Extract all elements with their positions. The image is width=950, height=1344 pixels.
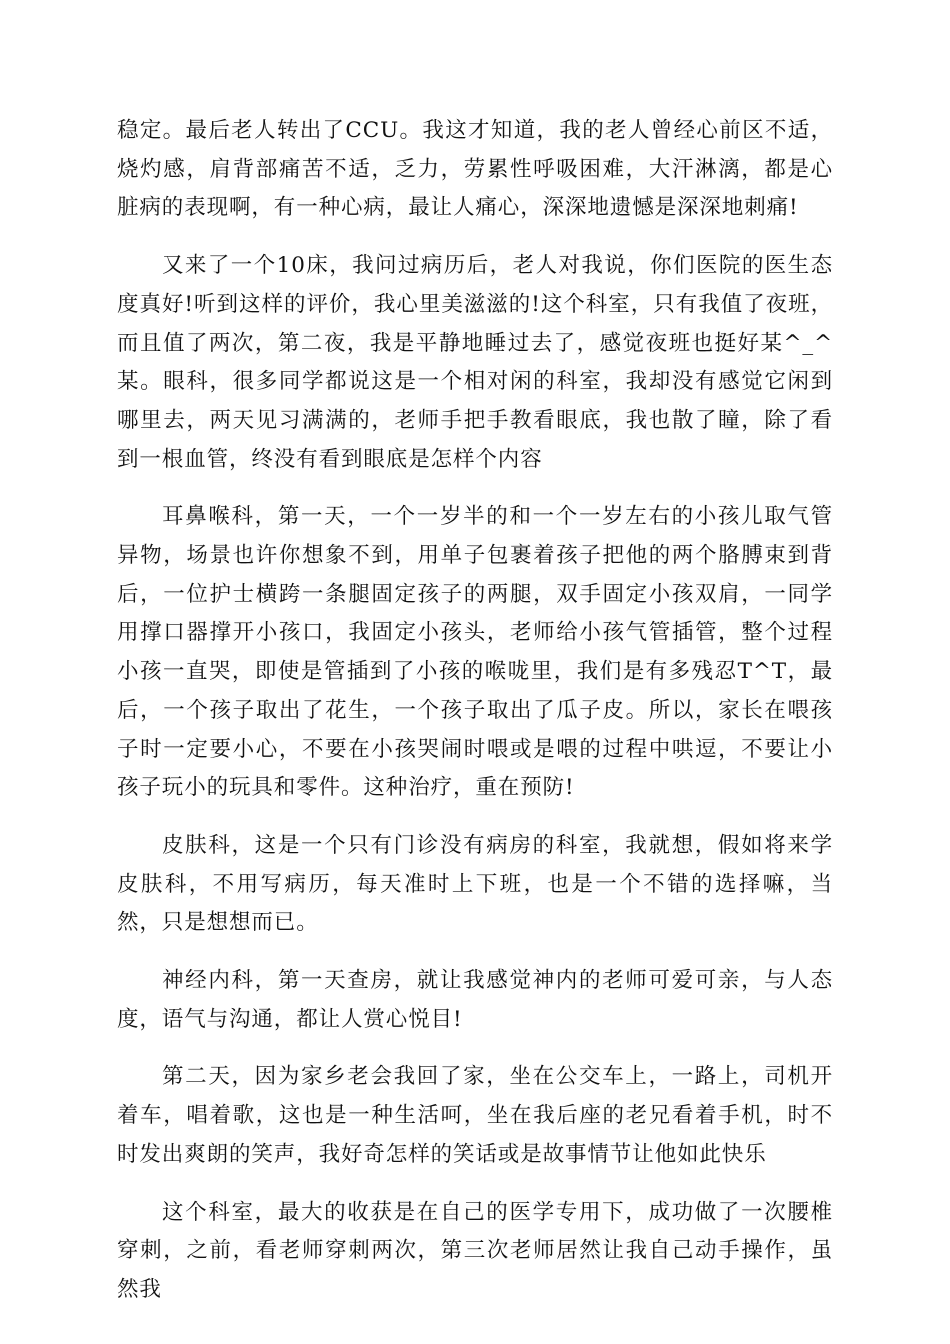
paragraph-7: 这个科室，最大的收获是在自己的医学专用下，成功做了一次腰椎穿刺，之前，看老师穿刺两次，第三次老师居然让我自己动手操作，虽然我 <box>117 1199 833 1302</box>
paragraph-5: 神经内科，第一天查房，就让我感觉神内的老师可爱可亲，与人态度，语气与沟通，都让人赏心悦目! <box>117 968 833 1032</box>
paragraph-3: 耳鼻喉科，第一天，一个一岁半的和一个一岁左右的小孩儿取气管异物，场景也许你想象不到，用单子包裹着孩子把他的两个胳膊束到背后，一位护士横跨一条腿固定孩子的两腿，双手固定小孩双肩，一同学用撑口器撑开小孩口，我固定小孩头，老师给小孩气管插管，整个过程小孩一直哭，即使是管插到了小孩的喉咙里，我们是有多残忍T^T，最后，一个孩子取出了花生，一个孩子取出了瓜子皮。所以，家长在喂孩子时一定要小心，不要在小孩哭闹时喂或是喂的过程中哄逗，不要让小孩子玩小的玩具和零件。这种治疗，重在预防! <box>117 504 833 801</box>
paragraph-1: 稳定。最后老人转出了CCU。我这才知道，我的老人曾经心前区不适，烧灼感，肩背部痛苦不适，乏力，劳累性呼吸困难，大汗淋漓，都是心脏病的表现啊，有一种心病，最让人痛心，深深地遗憾是深深地刺痛! <box>117 118 833 221</box>
paragraph-2: 又来了一个10床，我问过病历后，老人对我说，你们医院的医生态度真好!听到这样的评价，我心里美滋滋的!这个科室，只有我值了夜班，而且值了两次，第二夜，我是平静地睡过去了，感觉夜班也挺好某^_^某。眼科，很多同学都说这是一个相对闲的科室，我却没有感觉它闲到哪里去，两天见习满满的，老师手把手教看眼底，我也散了瞳，除了看到一根血管，终没有看到眼底是怎样个内容 <box>117 253 833 472</box>
document-body <box>117 112 833 1329</box>
paragraph-6: 第二天，因为家乡老会我回了家，坐在公交车上，一路上，司机开着车，唱着歌，这也是一种生活呵，坐在我后座的老兄看着手机，时不时发出爽朗的笑声，我好奇怎样的笑话或是故事情节让他如此快乐 <box>117 1064 833 1167</box>
paragraph-4: 皮肤科，这是一个只有门诊没有病房的科室，我就想，假如将来学皮肤科，不用写病历，每天准时上下班，也是一个不错的选择嘛，当然，只是想想而已。 <box>117 832 833 936</box>
